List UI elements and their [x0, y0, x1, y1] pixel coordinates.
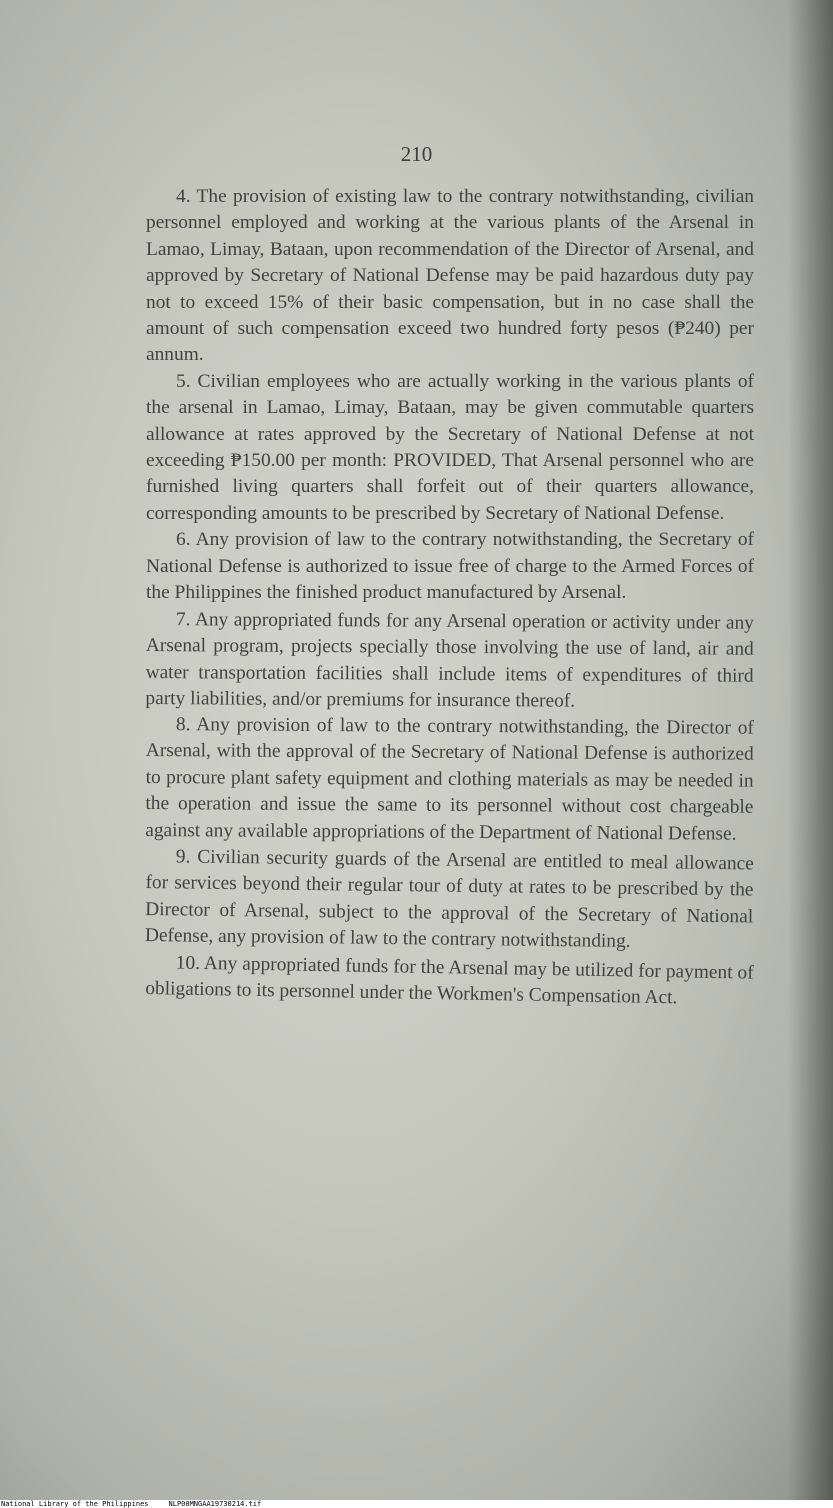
paragraph-5: 5. Civilian employees who are actually working in the various plants of the arsenal in Lamao, Limay, Bataan, may be given commutable quarters allowance at rates approved by the Secretary of National Defense at not exceeding ₱150.00 per month: PROVIDED, That Arsenal personnel who are furnished living quarters shall forfeit out of their quarters allowance, corresponding amounts to be prescribed by Secretary of National Defense.	[146, 370, 754, 524]
scan-footer	[0, 1500, 833, 1508]
paragraph-7: 7. Any appropriated funds for any Arsenal operation or activity under any Arsenal program, projects specially those involving the use of land, air and water transportation facilities shall include items of expenditures of third party liabilities, and/or premiums for insurance thereof.	[145, 608, 754, 712]
paragraph-4: 4. The provision of existing law to the contrary notwithstanding, civilian personnel employed and working at the various plants of the Arsenal in Lamao, Limay, Bataan, upon recommendation of the Director of Arsenal, and approved by Secretary of National Defense may be paid hazardous duty pay not to exceed 15% of their basic compensation, but in no case shall the amount of such compensation exceed two hundred forty pesos (₱240) per annum.	[146, 186, 754, 366]
footer-filename: NLP00MNGAA19730214.tif	[168, 1500, 262, 1508]
paragraph-8: 8. Any provision of law to the contrary notwithstanding, the Director of Arsenal, with the approval of the Secretary of National Defense is authorized to procure plant safety equipment and clothing materials as may be needed in the operation and issue the same to its personnel without cost chargeable against any available appropriations of the Department of National Defense.	[145, 714, 754, 845]
footer-institution: National Library of the Philippines	[1, 1500, 149, 1508]
paragraph-9: 9. Civilian security guards of the Arsenal are entitled to meal allowance for services beyond their regular tour of duty at rates to be prescribed by the Director of Arsenal, subject to the approval of the Secretary of National Defense, any provision of law to the contrary notwithstanding.	[144, 846, 754, 953]
document-body	[144, 184, 754, 1009]
paragraph-6: 6. Any provision of law to the contrary notwithstanding, the Secretary of National Defense is authorized to issue free of charge to the Armed Forces of the Philippines the finished product manufactured by Arsenal.	[146, 529, 754, 604]
page-number: 210	[400, 142, 433, 166]
paragraph-10: 10. Any appropriated funds for the Arsenal may be utilized for payment of obligations to its personnel under the Workmen's Compensation Act.	[145, 952, 754, 1009]
